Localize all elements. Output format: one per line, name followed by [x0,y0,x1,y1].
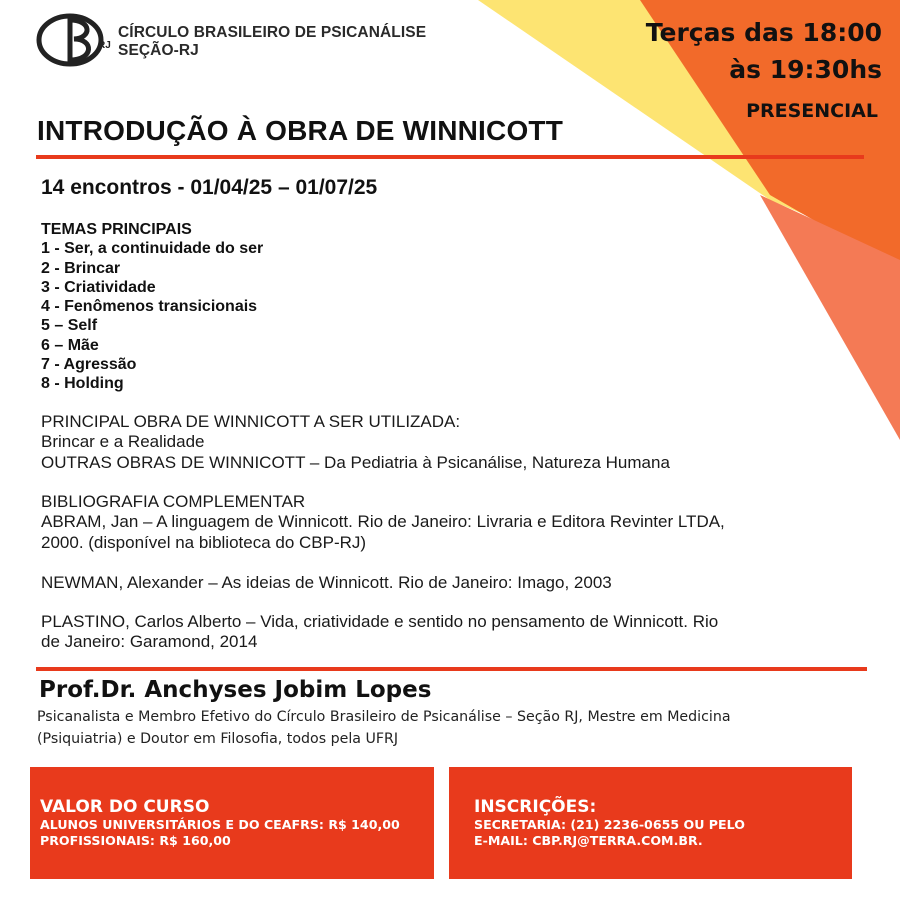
bib-entry-1-line2: 2000. (disponível na biblioteca do CBP-RJ) [41,532,367,552]
price-students: ALUNOS UNIVERSITÁRIOS E DO CEAFRS: R$ 140,00 [40,817,400,832]
other-works: OUTRAS OBRAS DE WINNICOTT – Da Pediatria à Psicanálise, Natureza Humana [41,452,670,472]
professor-divider [36,667,867,671]
works-section [41,412,851,473]
logo-letters: RJ [98,40,111,51]
bib-entry-3-line2: de Janeiro: Garamond, 2014 [41,632,258,652]
bibliography-section [41,492,851,553]
topic-item: 1 - Ser, a continuidade do ser [41,240,264,258]
topic-item: 6 – Mãe [41,336,99,354]
bib-entry-2: NEWMAN, Alexander – As ideias de Winnicott. Rio de Janeiro: Imago, 2003 [41,573,612,592]
title-divider [36,155,864,159]
cbp-logo [34,12,114,68]
course-mode: PRESENCIAL [746,100,878,122]
professor-description [37,706,857,750]
course-title: INTRODUÇÃO À OBRA DE WINNICOTT [37,115,564,146]
topics-section [41,220,263,394]
topic-item: 8 - Holding [41,375,124,393]
schedule-line2: às 19:30hs [729,55,882,84]
org-line2: SEÇÃO-RJ [118,42,199,59]
topic-item: 4 - Fenômenos transicionais [41,298,258,316]
bib-entry-1-line1: ABRAM, Jan – A linguagem de Winnicott. Rio de Janeiro: Livraria e Editora Revinter LTDA, [41,512,725,532]
bib-entry-3 [41,612,851,653]
registration-heading: INSCRIÇÕES: [474,797,597,817]
registration-box [449,767,852,879]
topics-heading: TEMAS PRINCIPAIS [41,221,192,238]
professor-desc-line2: (Psiquiatria) e Doutor em Filosofia, todos pela UFRJ [37,731,399,747]
meetings-info: 14 encontros - 01/04/25 – 01/07/25 [41,176,378,199]
professor-name: Prof.Dr. Anchyses Jobim Lopes [39,677,432,703]
topic-item: 3 - Criatividade [41,278,156,296]
professor-desc-line1: Psicanalista e Membro Efetivo do Círculo Brasileiro de Psicanálise – Seção RJ, Mestre em Medicina [37,709,731,725]
price-box [30,767,434,879]
price-professionals: PROFISSIONAIS: R$ 160,00 [40,833,231,848]
main-work-title: Brincar e a Realidade [41,432,205,452]
org-line1: CÍRCULO BRASILEIRO DE PSICANÁLISE [118,24,427,41]
registration-phone: SECRETARIA: (21) 2236-0655 OU PELO [474,817,745,832]
schedule [646,14,882,88]
price-heading: VALOR DO CURSO [40,797,210,817]
main-work-heading: PRINCIPAL OBRA DE WINNICOTT A SER UTILIZADA: [41,412,461,431]
organization-name [118,24,426,60]
bibliography-heading: BIBLIOGRAFIA COMPLEMENTAR [41,492,306,511]
topic-item: 7 - Agressão [41,356,137,374]
logo-b-shape [70,18,89,62]
registration-email: E-MAIL: CBP.RJ@TERRA.COM.BR. [474,833,703,848]
schedule-line1: Terças das 18:00 [645,18,882,47]
topic-item: 5 – Self [41,317,98,335]
bib-entry-3-line1: PLASTINO, Carlos Alberto – Vida, criatividade e sentido no pensamento de Winnicott. Rio [41,612,719,631]
topic-item: 2 - Brincar [41,259,121,277]
